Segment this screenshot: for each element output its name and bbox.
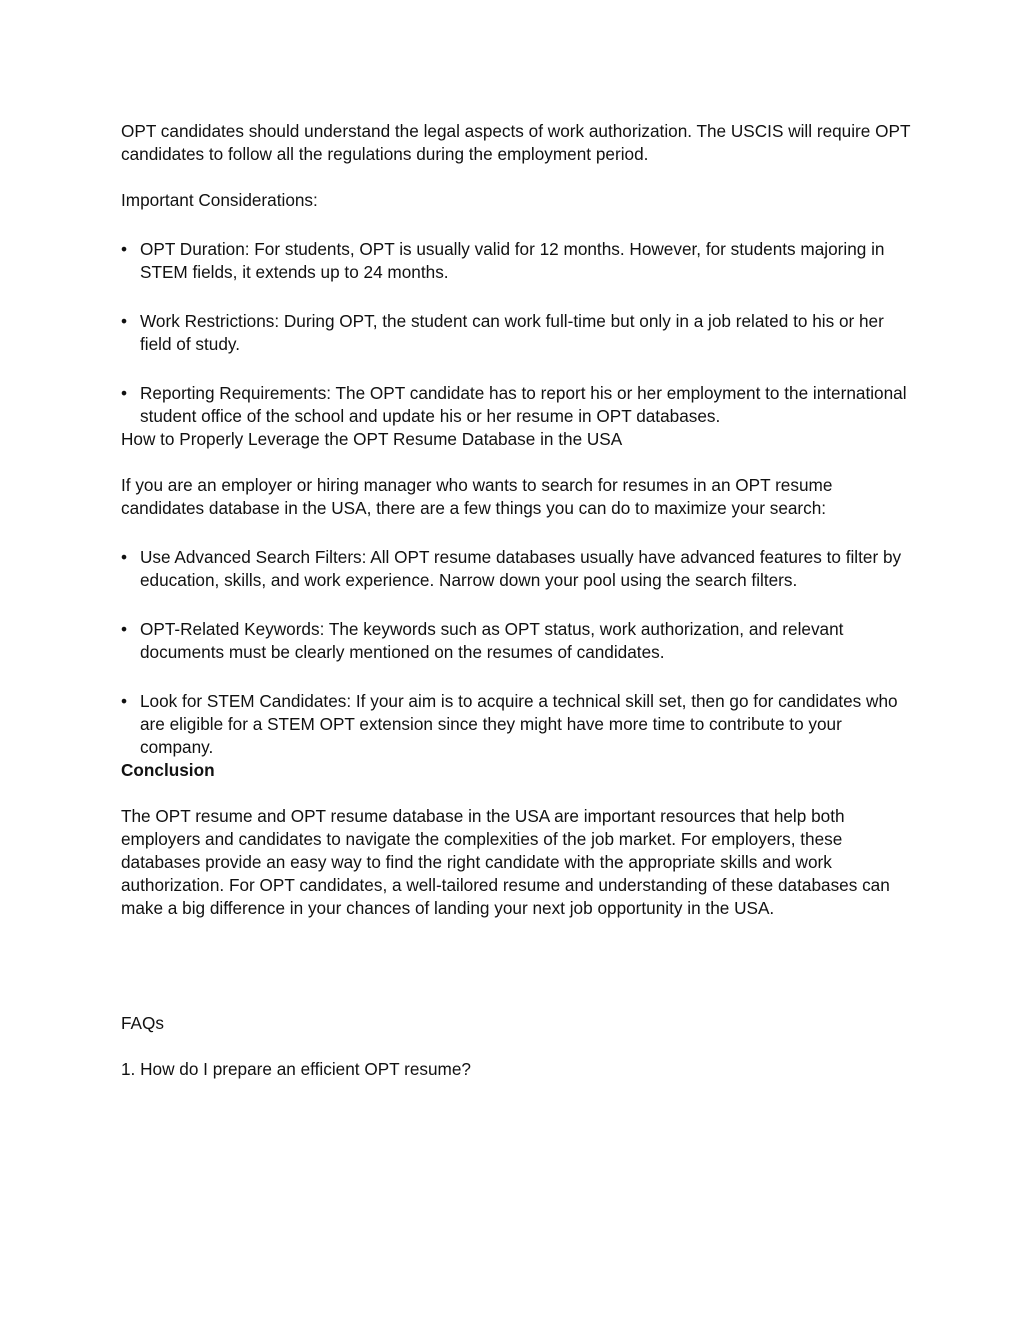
list-item-text: OPT Duration: For students, OPT is usually valid for 12 months. However, for students majoring in STEM fields, it extends up to 24 months. [140, 239, 885, 282]
bullet-icon: • [121, 619, 128, 639]
conclusion-heading: Conclusion [121, 760, 215, 780]
list-item [121, 618, 911, 664]
bullet-icon: • [121, 311, 128, 331]
leverage-list [121, 546, 911, 759]
bullet-icon: • [121, 691, 128, 711]
document-page [121, 120, 911, 1081]
list-item [121, 546, 911, 592]
list-item [121, 382, 911, 428]
bullet-icon: • [121, 239, 128, 259]
list-item-text: OPT-Related Keywords: The keywords such as OPT status, work authorization, and relevant documents must be clearly mentioned on the resumes of candidates. [140, 619, 844, 662]
list-item-text: Reporting Requirements: The OPT candidate has to report his or her employment to the international student office of the school and update his or her resume in OPT databases. [140, 383, 907, 426]
bullet-icon: • [121, 383, 128, 403]
leverage-heading: How to Properly Leverage the OPT Resume Database in the USA [121, 429, 623, 449]
list-item [121, 310, 911, 356]
intro-paragraph: OPT candidates should understand the legal aspects of work authorization. The USCIS will require OPT candidates to follow all the regulations during the employment period. [121, 121, 911, 164]
leverage-intro: If you are an employer or hiring manager who wants to search for resumes in an OPT resume candidates database in the USA, there are a few things you can do to maximize your search: [121, 475, 833, 518]
list-item-text: Use Advanced Search Filters: All OPT resume databases usually have advanced features to filter by education, skills, and work experience. Narrow down your pool using the search filters. [140, 547, 902, 590]
considerations-label: Important Considerations: [121, 190, 318, 210]
bullet-icon: • [121, 547, 128, 567]
considerations-list [121, 238, 911, 428]
faqs-heading: FAQs [121, 1013, 164, 1033]
conclusion-paragraph: The OPT resume and OPT resume database in the USA are important resources that help both employers and candidates to navigate the complexities of the job market. For employers, these databases provide an easy way to find the right candidate with the appropriate skills and work authorization. For OPT candidates, a well-tailored resume and understanding of these databases can make a big difference in your chances of landing your next job opportunity in the USA. [121, 806, 890, 918]
faq-question: 1. How do I prepare an efficient OPT resume? [121, 1059, 471, 1079]
list-item [121, 238, 911, 284]
list-item [121, 690, 911, 759]
list-item-text: Work Restrictions: During OPT, the student can work full-time but only in a job related to his or her field of study. [140, 311, 884, 354]
list-item-text: Look for STEM Candidates: If your aim is to acquire a technical skill set, then go for candidates who are eligible for a STEM OPT extension since they might have more time to contribute to your company. [140, 691, 898, 757]
